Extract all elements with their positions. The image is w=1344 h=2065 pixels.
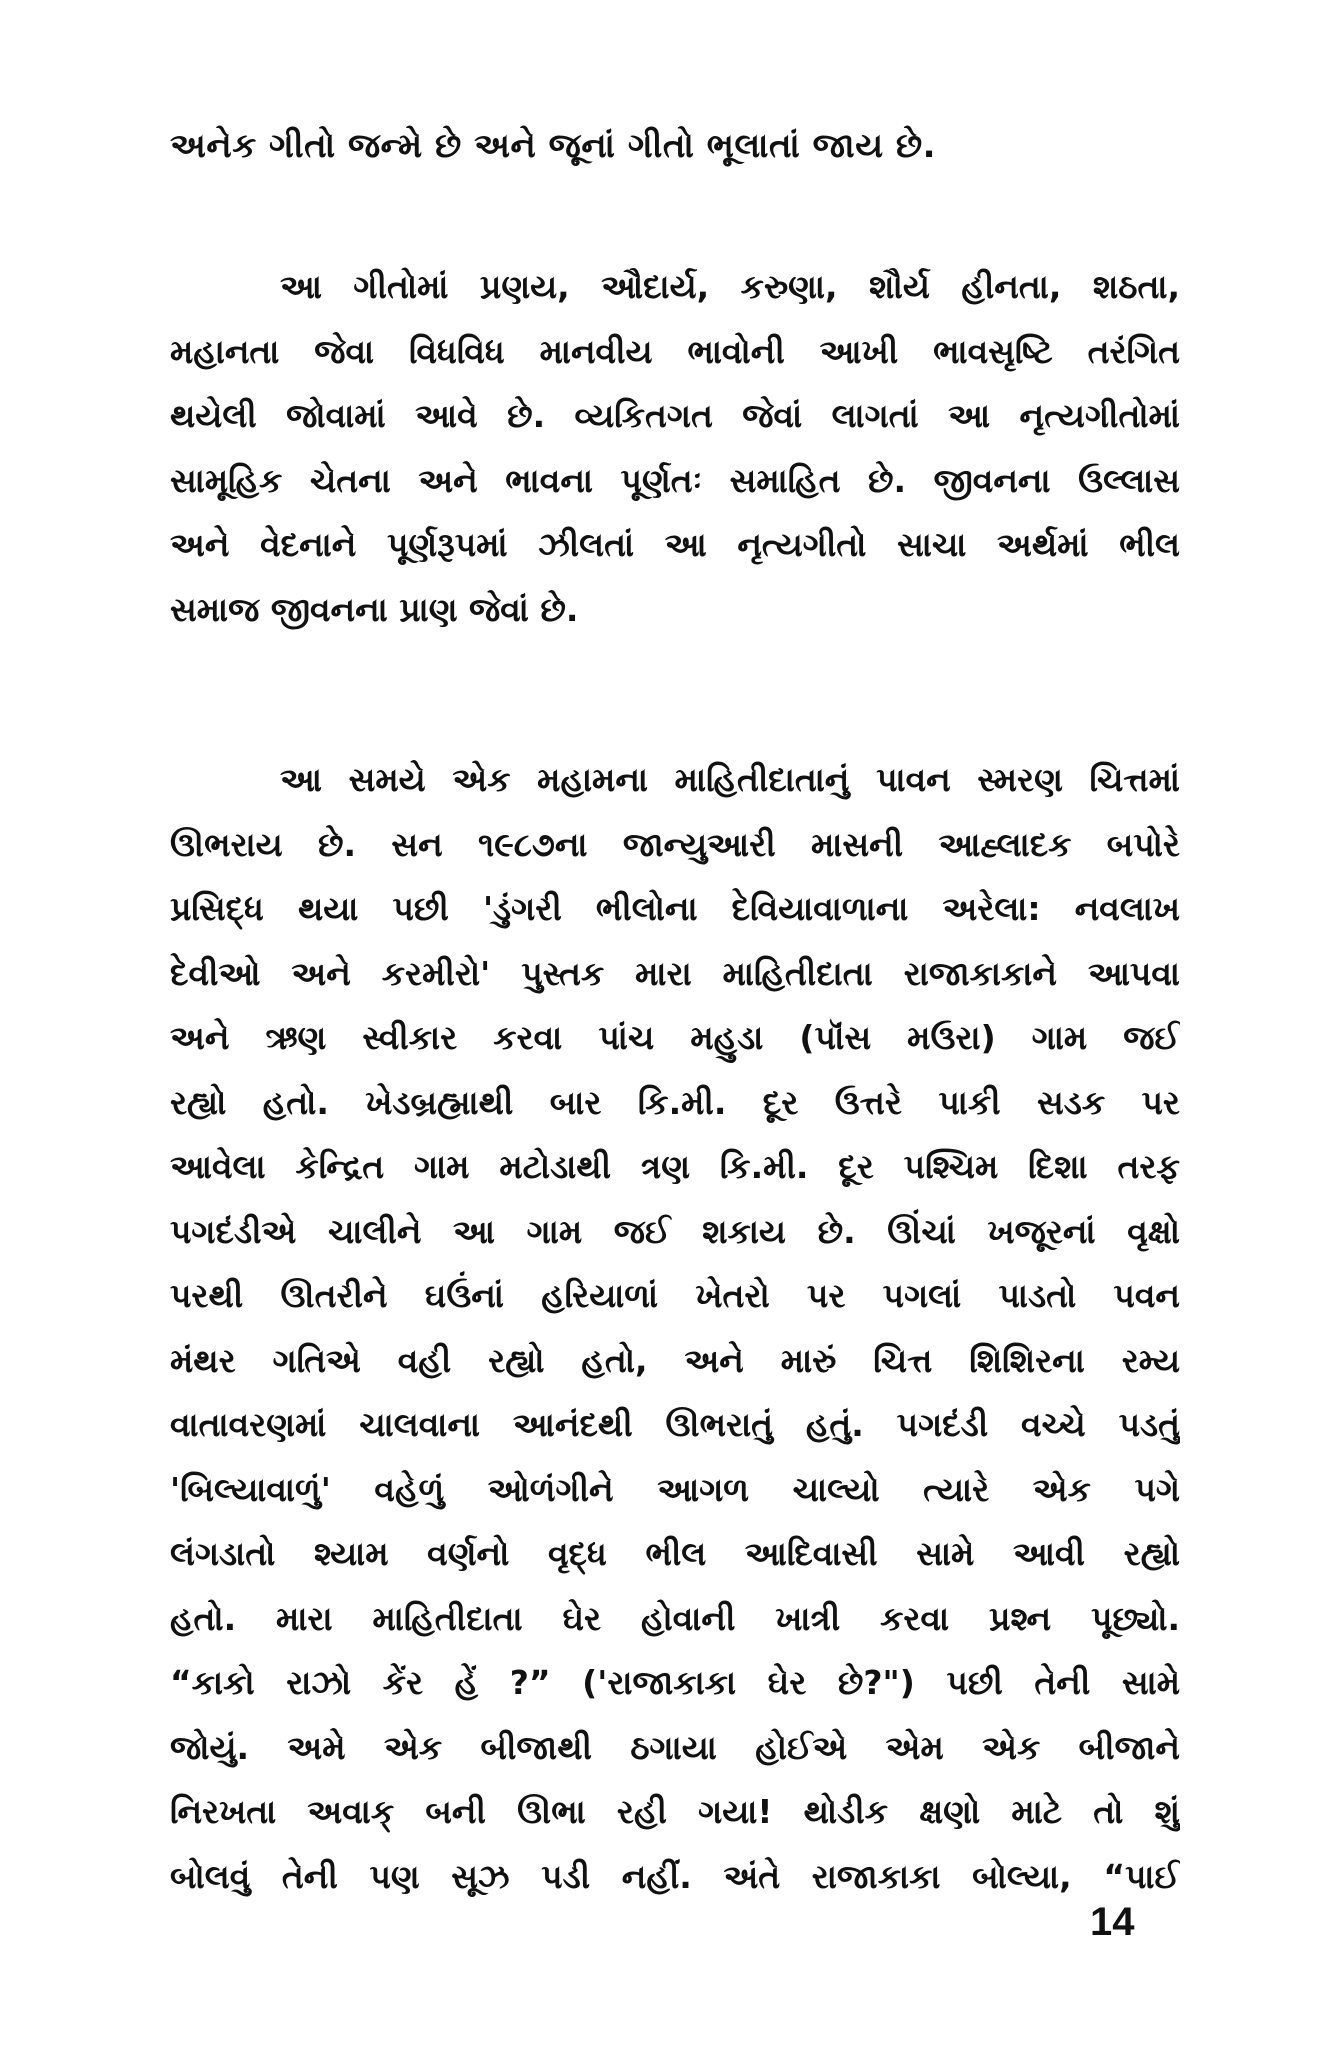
paragraph-2-line: આવેલા કેન્દ્રિત ગામ મટોડાથી ત્રણ કિ.મી. દૂર પશ્ચિમ દિશા તરફ xyxy=(170,1147,1180,1186)
paragraph-1-line: સામૂહિક ચેતના અને ભાવના પૂર્ણતઃ સમાહિત છે. જીવનના ઉલ્લાસ xyxy=(170,460,1180,500)
paragraph-2-line: પરથી ઊતરીને ઘઉંનાં હરિયાળાં ખેતરો પર પગલાં પાડતો પવન xyxy=(170,1276,1180,1315)
paragraph-2-line: વાતાવરણમાં ચાલવાના આનંદથી ઊભરાતું હતું. પગદંડી વચ્ચે પડતું xyxy=(170,1405,1180,1444)
paragraph-2-line: ઊભરાય છે. સન ૧૯૮૭ના જાન્યુઆરી માસની આહ્લાદક બપોરે xyxy=(170,824,1180,864)
paragraph-2-line: પગદંડીએ ચાલીને આ ગામ જઈ શકાય છે. ઊંચાં ખજૂરનાં વૃક્ષો xyxy=(170,1211,1180,1251)
paragraph-1-line: મહાનતા જેવા વિધવિધ માનવીય ભાવોની આખી ભાવસૃષ્ટિ તરંગિત xyxy=(170,331,1180,371)
paragraph-1-line: થયેલી જોવામાં આવે છે. વ્યકિતગત જેવાં લાગતાં આ નૃત્યગીતોમાં xyxy=(170,396,1180,435)
paragraph-2-line: અને ઋણ સ્વીકાર કરવા પાંચ મહુડા (પૉંસ મઉરા) ગામ જઈ xyxy=(170,1018,1180,1057)
paragraph-2-line: બોલવું તેની પણ સૂઝ પડી નહીં. અંતે રાજાકાકા બોલ્યા, “પાઈ xyxy=(170,1856,1180,1896)
paragraph-2-line: લંગડાતો શ્યામ વર્ણનો વૃદ્ધ ભીલ આદિવાસી સામે આવી રહ્યો xyxy=(170,1534,1180,1573)
page-number: 14 xyxy=(1090,1900,1135,1944)
paragraph-1 xyxy=(170,255,1180,642)
paragraph-2-line: જોયું. અમે એક બીજાથી ઠગાયા હોઈએ એમ એક બીજાને xyxy=(170,1727,1180,1767)
paragraph-2-line: દેવીઓ અને કરમીરો' પુસ્તક મારા માહિતીદાતા રાજાકાકાને આપવા xyxy=(170,953,1180,993)
paragraph-2-line: હતો. મારા માહિતીદાતા ઘેર હોવાની ખાત્રી કરવા પ્રશ્ન પૂછ્યો. xyxy=(170,1598,1180,1638)
paragraph-2-line: નિરખતા અવાક્ બની ઊભા રહી ગયા! થોડીક ક્ષણો માટે તો શું xyxy=(170,1792,1180,1831)
paragraph-1-line: આ ગીતોમાં પ્રણય, ઔદાર્ય, કરુણા, શૌર્ય હીનતા, શઠતા, xyxy=(280,267,1180,306)
paragraph-2-line: મંથર ગતિએ વહી રહ્યો હતો, અને મારું ચિત્ત શિશિરના રમ્ય xyxy=(170,1340,1180,1380)
paragraph-2 xyxy=(170,748,1180,1909)
paragraph-2-line: 'બિલ્યાવાળું' વહેળું ઓળંગીને આગળ ચાલ્યો ત્યારે એક પગે xyxy=(170,1469,1180,1509)
paragraph-2-line: “કાકો રાઝો કેંર હેં ?” ('રાજાકાકા ઘેર છે?") પછી તેની સામે xyxy=(170,1663,1180,1702)
paragraph-1-line: સમાજ જીવનના પ્રાણ જેવાં છે. xyxy=(170,589,579,629)
paragraph-2-line: પ્રસિદ્ધ થયા પછી 'ડુંગરી ભીલોના દેવિયાવાળાના અરેલા: નવલાખ xyxy=(170,889,1180,928)
paragraph-2-line: આ સમયે એક મહામના માહિતીદાતાનું પાવન સ્મરણ ચિત્તમાં xyxy=(280,760,1180,799)
paragraph-1-line: અને વેદનાને પૂર્ણરૂપમાં ઝીલતાં આ નૃત્યગીતો સાચા અર્થમાં ભીલ xyxy=(170,525,1180,564)
paragraph-2-line: રહ્યો હતો. ખેડબ્રહ્માથી બાર કિ.મી. દૂર ઉત્તરે પાકી સડક પર xyxy=(170,1082,1180,1122)
opening-line: અનેક ગીતો જન્મે છે અને જૂનાં ગીતો ભૂલાતાં જાય છે. xyxy=(170,126,937,166)
